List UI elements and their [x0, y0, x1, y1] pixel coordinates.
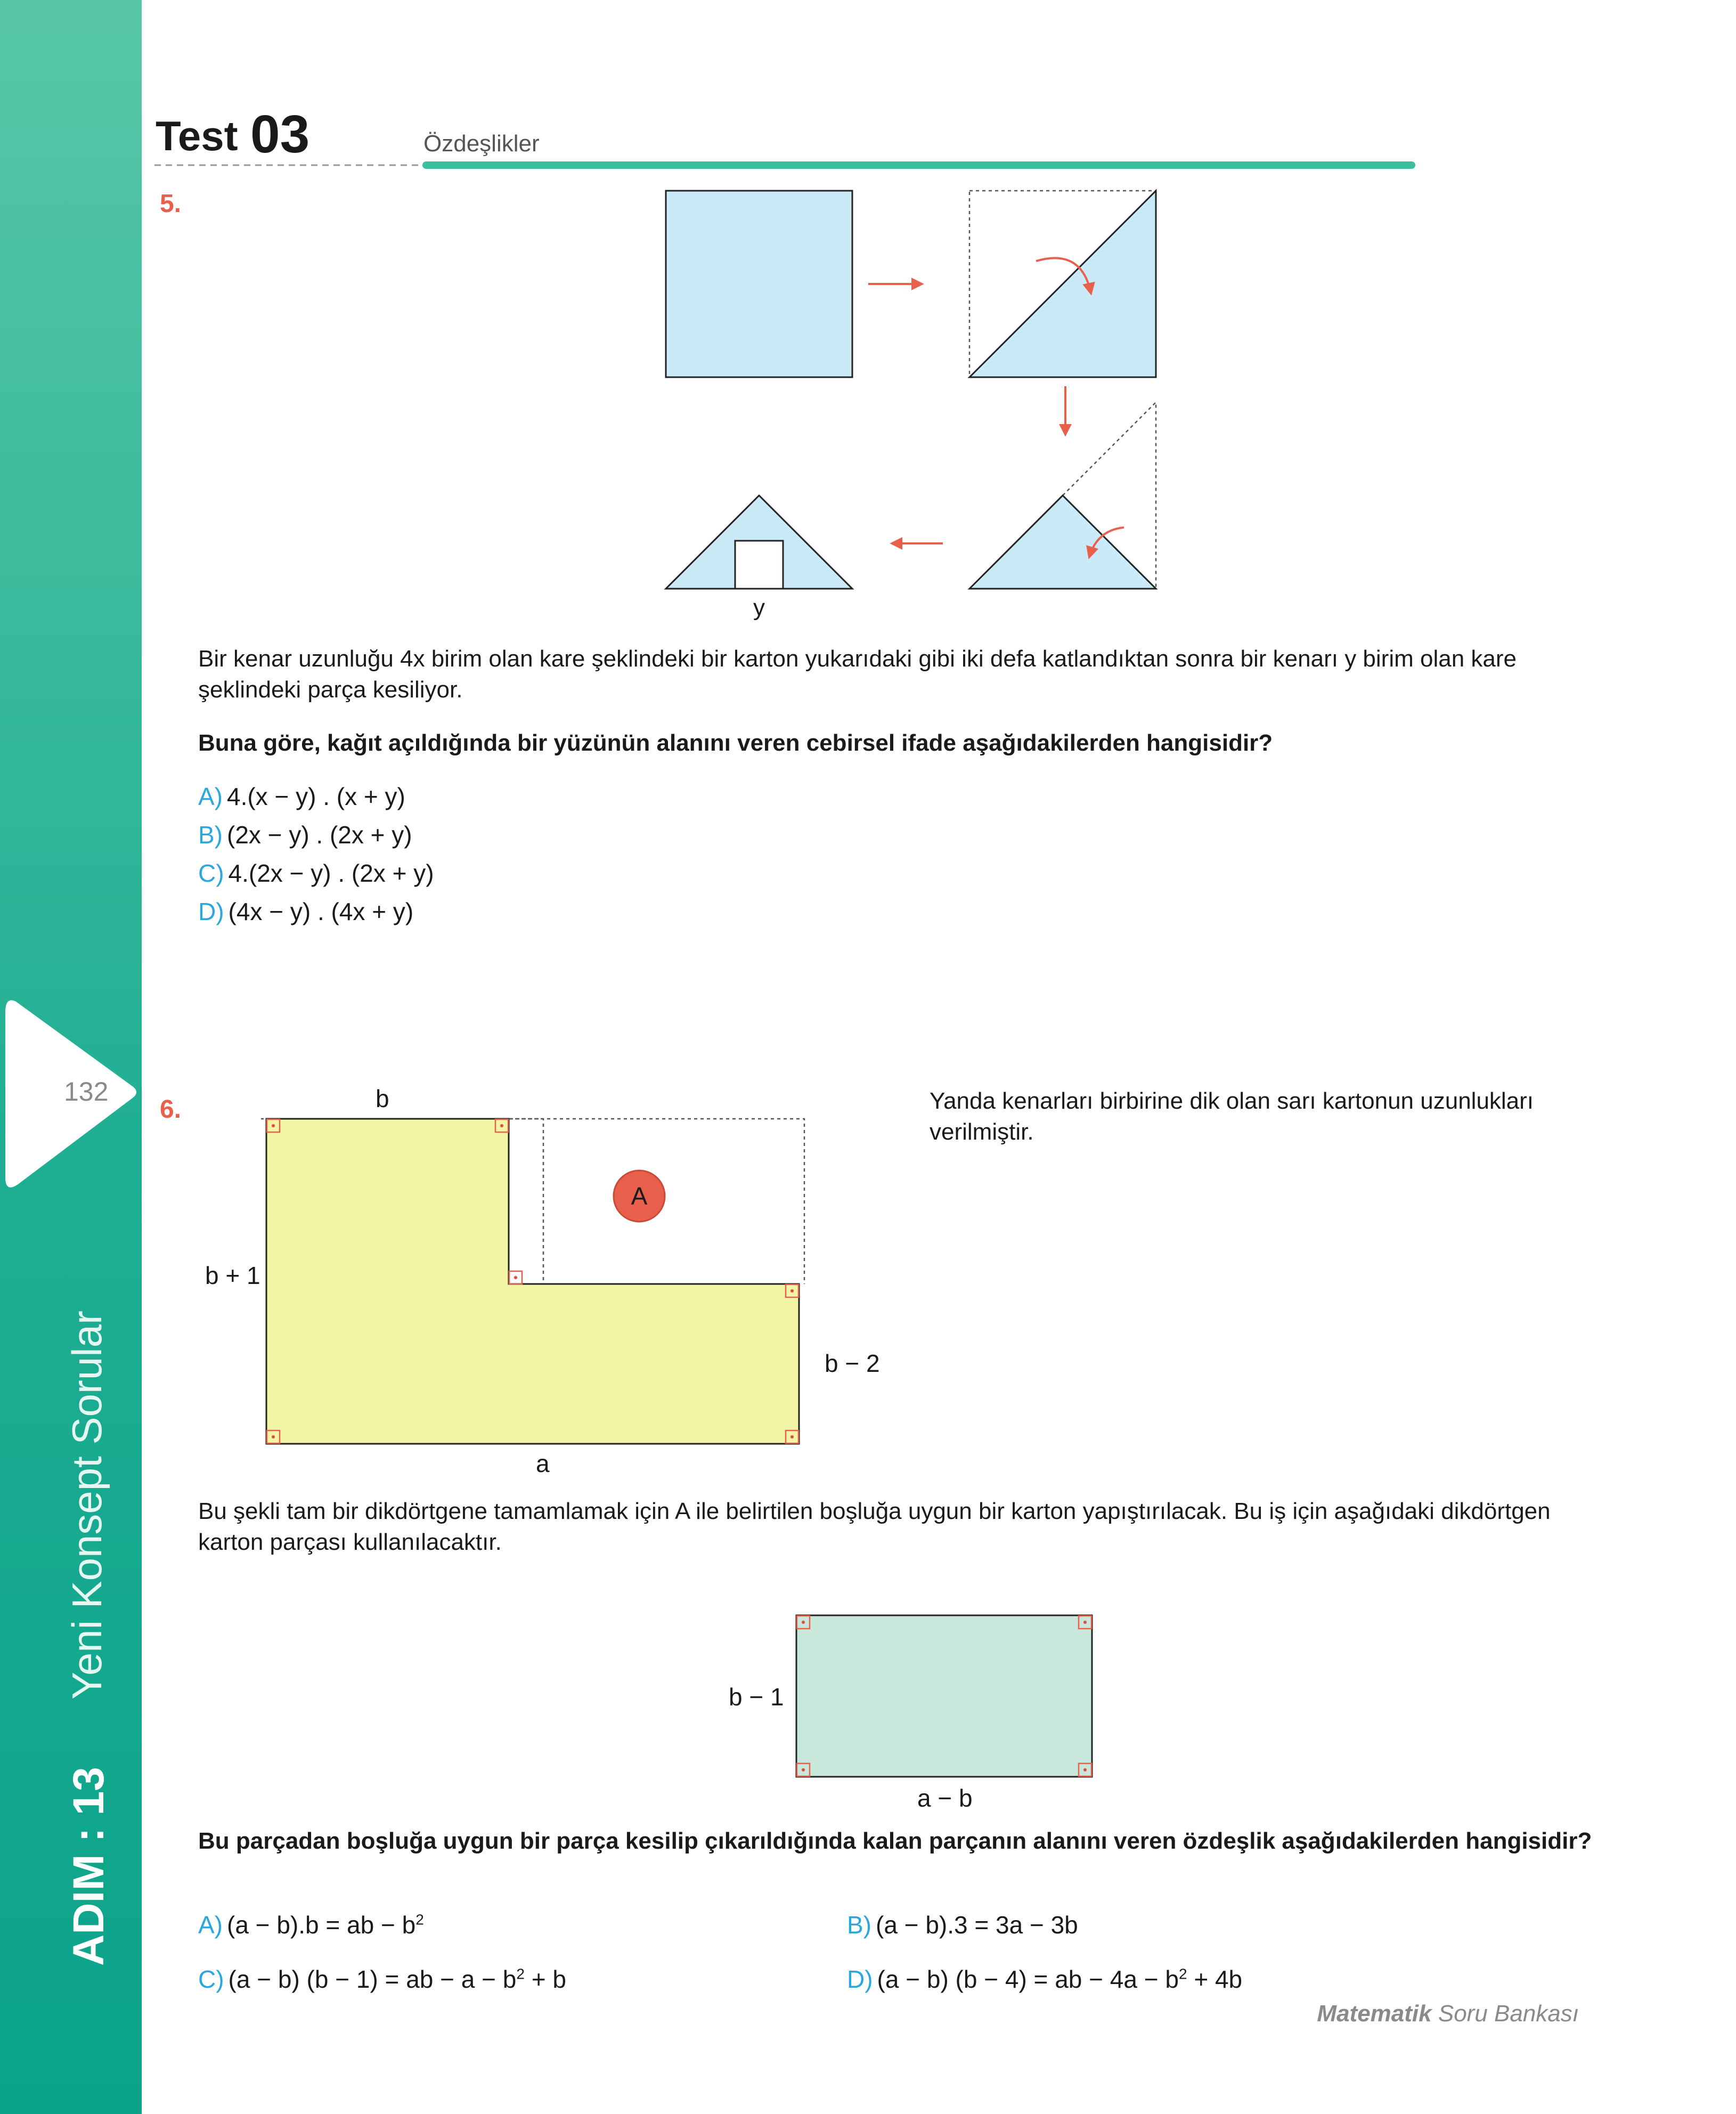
- question-6-text: Bu şekli tam bir dikdörtgene tamamlamak için A ile belirtilen boşluğa uygun bir karton yapıştırılacak. Bu iş için aşağıdaki dikdörtgen karton parçası kullanılacaktır.: [198, 1498, 1551, 1555]
- q5-option-c[interactable]: C) 4.(2x − y) . (2x + y): [198, 859, 434, 887]
- q5-option-b[interactable]: B) (2x − y) . (2x + y): [198, 821, 412, 849]
- folded-triangle-1: [969, 191, 1156, 377]
- test-label: Test: [156, 112, 238, 159]
- piece-label-b-minus-1: b − 1: [729, 1683, 784, 1711]
- question-6-number: 6.: [160, 1095, 182, 1124]
- question-6-prompt: Bu parçadan boşluğa uygun bir parça kesilip çıkarıldığında kalan parçanın alanını veren özdeşlik aşağıdakilerden hangisidir?: [198, 1828, 1592, 1854]
- label-left-b-plus-1: b + 1: [205, 1262, 260, 1289]
- header-rule: [154, 160, 1417, 176]
- test-number: 03: [250, 104, 310, 164]
- question-5-text: Bir kenar uzunluğu 4x birim olan kare şeklindeki bir karton yukarıdaki gibi iki defa katlandıktan sonra bir kenarı y birim olan kare şeklindeki parça kesiliyor.: [198, 646, 1517, 703]
- cut-square: [735, 541, 783, 589]
- label-y: y: [753, 595, 765, 621]
- question-5-number: 5.: [160, 190, 182, 218]
- q5-option-d[interactable]: D) (4x − y) . (4x + y): [198, 898, 414, 925]
- folded-triangle-2: [969, 495, 1156, 589]
- yellow-card-diagram: [261, 1113, 826, 1465]
- question-5-prompt: Buna göre, kağıt açıldığında bir yüzünün alanını veren cebirsel ifade aşağıdakilerden hangisidir?: [198, 730, 1273, 756]
- step-label: ADIM : 13: [64, 1767, 113, 1966]
- green-piece-diagram: [791, 1609, 1100, 1785]
- q5-option-a[interactable]: A) 4.(x − y) . (x + y): [198, 783, 405, 810]
- label-right-b-minus-2: b − 2: [825, 1349, 880, 1377]
- piece-label-a-minus-b: a − b: [917, 1784, 973, 1812]
- green-piece: [796, 1615, 1092, 1777]
- q6-option-b[interactable]: B) (a − b).3 = 3a − 3b: [847, 1911, 1078, 1939]
- topic-title: Özdeşlikler: [423, 131, 540, 157]
- region-a-label: A: [631, 1182, 648, 1210]
- label-bottom-a: a: [536, 1450, 550, 1477]
- page-number: 132: [64, 1077, 109, 1107]
- folding-diagram: [661, 186, 1183, 623]
- q6-option-c[interactable]: C) (a − b) (b − 1) = ab − $a - b^2 + b$: [198, 1965, 566, 1993]
- label-top-b: b: [376, 1085, 389, 1112]
- footer-brand: Matematik Soru Bankası: [1317, 2001, 1579, 2027]
- q6-option-a[interactable]: A) (a − b).b = ab − $b^2$: [198, 1911, 424, 1939]
- q6-option-d[interactable]: D) (a − b) (b − 4) = ab − $4a - b^2 + 4b$: [847, 1965, 1243, 1993]
- question-6-side-text: Yanda kenarları birbirine dik olan sarı kartonun uzunlukları verilmiştir.: [930, 1088, 1534, 1145]
- yellow-card: [266, 1119, 799, 1444]
- series-label: Yeni Konsept Sorular: [63, 1311, 110, 1700]
- paper-square: [666, 191, 852, 377]
